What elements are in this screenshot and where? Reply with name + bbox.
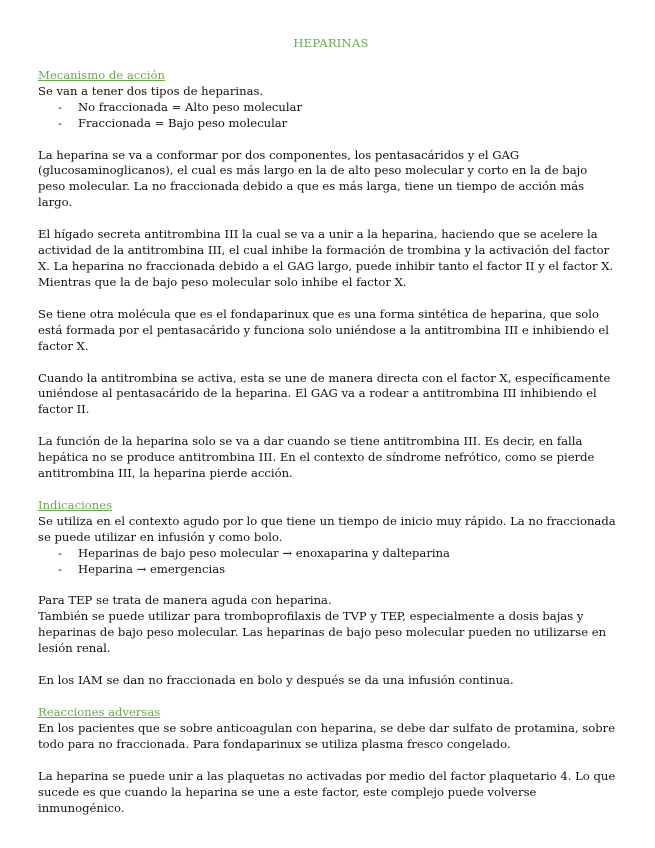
paragraph-tromboprofilaxis: También se puede utilizar para tromboprofilaxis de TVP y TEP, especialmente a dosis bajas y heparinas de bajo peso molecular. Las heparinas de bajo peso molecular pueden no utilizarse en lesión renal. <box>38 609 607 656</box>
indicaciones-intro: Se utiliza en el contexto agudo por lo que tiene un tiempo de inicio muy rápido. La no fraccionada se puede utilizar en infusión y como bolo. <box>38 513 616 544</box>
paragraph-componentes: La heparina se va a conformar por dos componentes, los pentasacáridos y el GAG (glucosaminoglicanos), el cual es más largo en la de alto peso molecular y corto en la de bajo peso molecular. La no fraccionada debido a que es más larga, tiene un tiempo de acción más largo. <box>38 147 588 210</box>
list-item: - Heparinas de bajo peso molecular → enoxaparina y dalteparina <box>58 546 618 562</box>
mecanismo-intro: Se van a tener dos tipos de heparinas. <box>38 83 264 98</box>
indicaciones-list <box>38 546 618 578</box>
section-mecanismo <box>38 68 618 482</box>
section-heading-reacciones: Reacciones adversas <box>38 705 161 719</box>
section-heading-indicaciones: Indicaciones <box>38 497 113 512</box>
paragraph-iam: En los IAM se dan no fraccionada en bolo y después se da una infusión continua. <box>38 673 514 688</box>
paragraph-funcion: La función de la heparina solo se va a dar cuando se tiene antitrombina III. Es decir, en falla hepática no se produce antitrombina III. En el contexto de síndrome nefrótico, como se pierde antitrombina III, la heparina pierde acción. <box>38 434 595 481</box>
section-heading-mecanismo: Mecanismo de acción <box>38 67 165 82</box>
paragraph-antitrombina: El hígado secreta antitrombina III la cual se va a unir a la heparina, haciendo que se acelere la actividad de la antitrombina III, el cual inhibe la formación de trombina y la activación del factor X. La heparina no fraccionada debido a el GAG largo, puede inhibir tanto el factor II y el factor X. Mientras que la de bajo peso molecular solo inhibe el factor X. <box>38 227 614 289</box>
paragraph-fondaparinux: Se tiene otra molécula que es el fondaparinux que es una forma sintética de heparina, que solo está formada por el pentasacárido y funciona solo uniéndose a la antitrombina III e inhibiendo el factor X. <box>38 306 609 353</box>
document-title: HEPARINAS <box>293 36 369 50</box>
paragraph-plaquetas: La heparina se puede unir a las plaquetas no activadas por medio del factor plaquetario 4. Lo que sucede es que cuando la heparina se une a este factor, este complejo puede volverse inmunogénico. <box>38 768 616 815</box>
paragraph-activacion: Cuando la antitrombina se activa, esta se une de manera directa con el factor X, específicamente uniéndose al pentasacárido de la heparina. El GAG va a rodear a antitrombina III inhibiendo el factor II. <box>38 370 611 417</box>
paragraph-tep: Para TEP se trata de manera aguda con heparina. <box>38 593 332 608</box>
document-page <box>38 36 618 816</box>
paragraph-protamina: En los pacientes que se sobre anticoagulan con heparina, se debe dar sulfato de protamina, sobre todo para no fraccionada. Para fondaparinux se utiliza plasma fresco congelado. <box>38 720 616 751</box>
list-item: - No fraccionada = Alto peso molecular <box>58 100 618 116</box>
list-item: - Fraccionada = Bajo peso molecular <box>58 116 618 132</box>
section-indicaciones <box>38 498 618 689</box>
list-item: - Heparina → emergencias <box>58 562 618 578</box>
section-reacciones <box>38 705 618 816</box>
heparin-types-list <box>38 100 618 132</box>
